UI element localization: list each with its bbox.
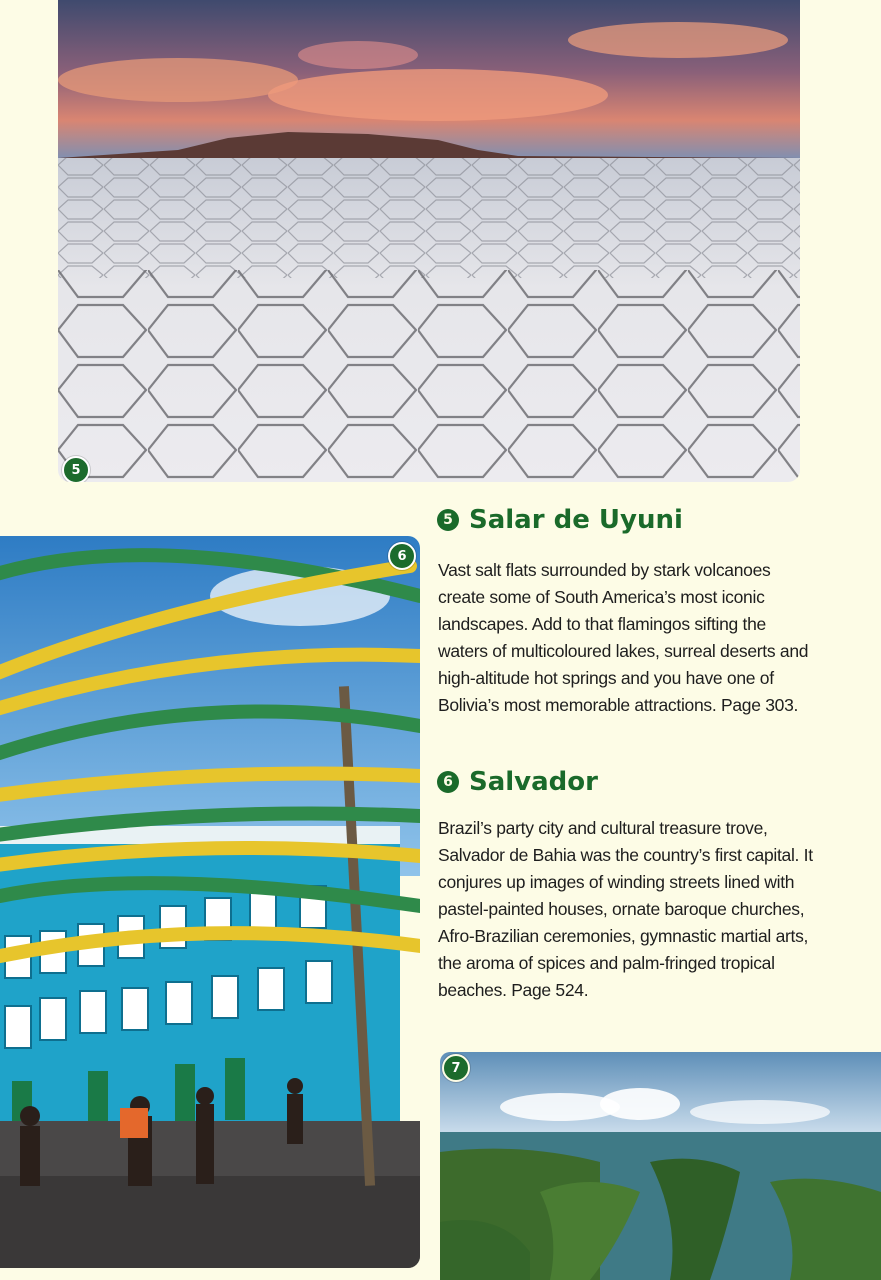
photo-salvador — [0, 536, 420, 1268]
river-aerial-illustration — [440, 1052, 881, 1280]
section-heading-salar-de-uyuni — [437, 505, 683, 535]
photo-salar-de-uyuni — [58, 0, 800, 482]
salvador-street-illustration — [0, 536, 420, 1268]
photo-number-badge: 5 — [62, 456, 90, 482]
section-title: Salar de Uyuni — [469, 505, 683, 535]
salt-flat-illustration — [58, 0, 800, 482]
section-title: Salvador — [469, 767, 598, 797]
photo-number-badge: 7 — [442, 1054, 470, 1082]
section-body-salar-de-uyuni: Vast salt flats surrounded by stark volcanoes create some of South America’s most iconic landscapes. Add to that flamingos sifting the waters of multicoloured lakes, surreal deserts and high-altitude hot springs and you have one of Bolivia’s most memorable attractions. Page 303. — [438, 560, 809, 715]
section-heading-salvador — [437, 767, 598, 797]
section-number-badge: 6 — [437, 771, 459, 793]
section-number-badge: 5 — [437, 509, 459, 531]
photo-amazon-aerial — [440, 1052, 881, 1280]
photo-number-badge: 6 — [388, 542, 416, 570]
section-body-salvador: Brazil’s party city and cultural treasure trove, Salvador de Bahia was the country’s first capital. It conjures up images of winding streets lined with pastel-painted houses, ornate baroque churches, Afro-Brazilian ceremonies, gymnastic martial arts, the aroma of spices and palm-fringed tropical beaches. Page 524. — [438, 818, 813, 1000]
